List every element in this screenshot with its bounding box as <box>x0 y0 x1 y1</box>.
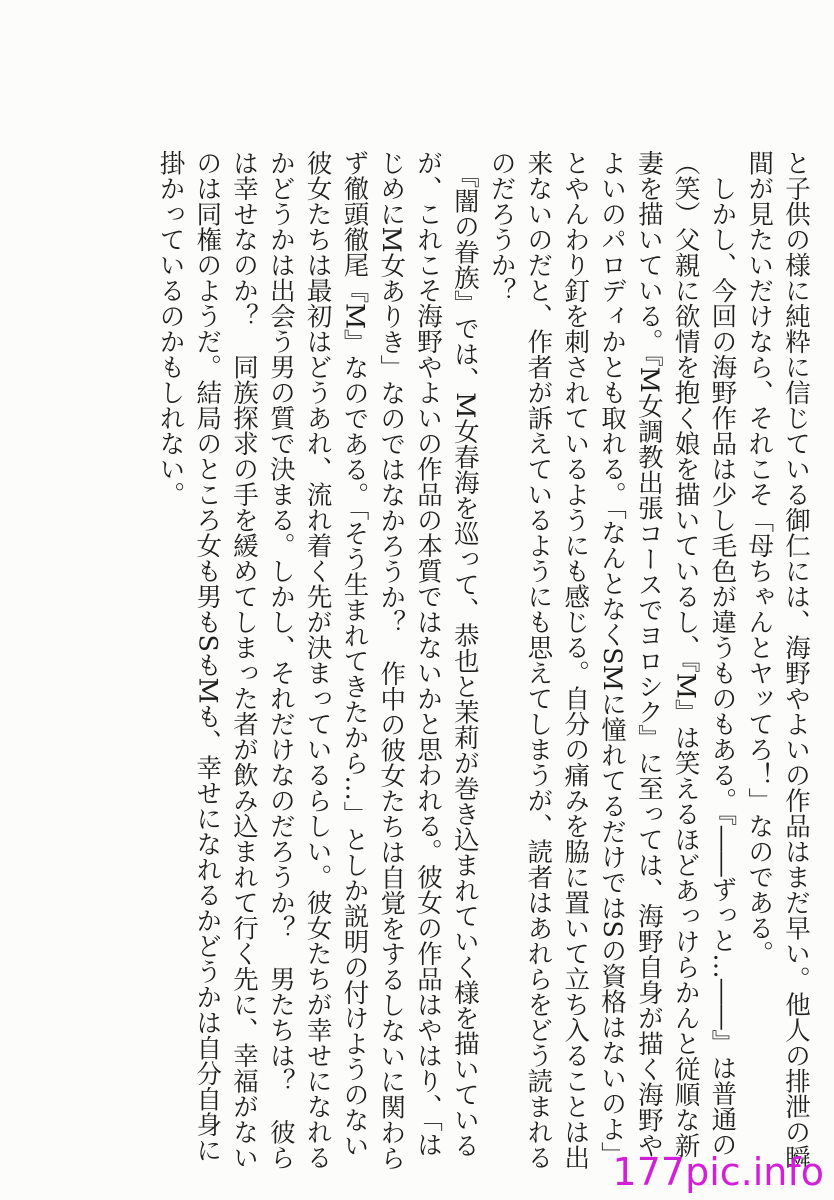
text-column-13: ず徹頭徹尾『M』なのである。「そう生まれてきたから…」としか説明の付けようのない <box>339 150 370 1158</box>
text-column-18: 掛かっているのかもしれない。 <box>155 150 186 507</box>
text-column-16: は幸せなのか？ 同族探求の手を緩めてしまった者が飲み込まれて行く先に、幸福がない <box>229 150 260 1170</box>
text-column-2: 間が見たいだけなら、それこそ「母ちゃんとヤッてろ！」なのである。 <box>744 150 775 966</box>
text-column-1: と子供の様に純粋に信じている御仁には、海野やよいの作品はまだ早い。他人の排泄の瞬 <box>781 150 811 1170</box>
text-column-8: 来ないのだと、作者が訴えているようにも思えてしまうが、読者はあれらをどう読まれる <box>523 150 554 1170</box>
text-column-6: よいのパロディかとも取れる。「なんとなくSMに憧れてるだけではSの資格はないのよ」 <box>597 150 628 1168</box>
text-column-15: かどうかは出会う男の質で決まる。しかし、それだけなのだろうか？ 男たちは？ 彼ら <box>265 150 296 1170</box>
text-column-3: しかし、今回の海野作品は少し毛色が違うものもある。『――ずっと…――』は普通の <box>707 150 738 1158</box>
vertical-text-body <box>152 150 814 1171</box>
text-column-11: が、これこそ海野やよいの作品の本質ではないかと思われる。彼女の作品はやはり、「は <box>413 150 444 1158</box>
text-column-17: のは同権のようだ。結局のところ女も男もSもMも、幸せになれるかどうかは自分自身に <box>192 150 223 1163</box>
site-watermark: 177pic.info <box>612 1150 824 1194</box>
text-column-4: （笑）父親に欲情を抱く娘を描いているし、『M』は笑えるほどあっけらかんと従順な新 <box>670 150 701 1158</box>
text-column-12: じめにM女ありき」なのではなかろうか？ 作中の彼女たちは自覚をするしないに関わら <box>376 150 407 1171</box>
text-column-7: とやんわり釘を刺されているようにも感じる。自分の痛みを脇に置いて立ち入ることは出 <box>560 150 591 1170</box>
text-column-14: 彼女たちは最初はどうあれ、流れ着く先が決まっているらしい。彼女たちが幸せになれる <box>302 150 333 1170</box>
text-column-9: のだろうか？ <box>486 150 517 303</box>
text-column-10: 『闇の眷族』では、M女春海を巡って、恭也と茉莉が巻き込まれていく様を描いている <box>449 150 480 1158</box>
text-column-5: 妻を描いている。『M女調教出張コースでヨロシク』に至っては、海野自身が描く海野や <box>633 150 664 1158</box>
